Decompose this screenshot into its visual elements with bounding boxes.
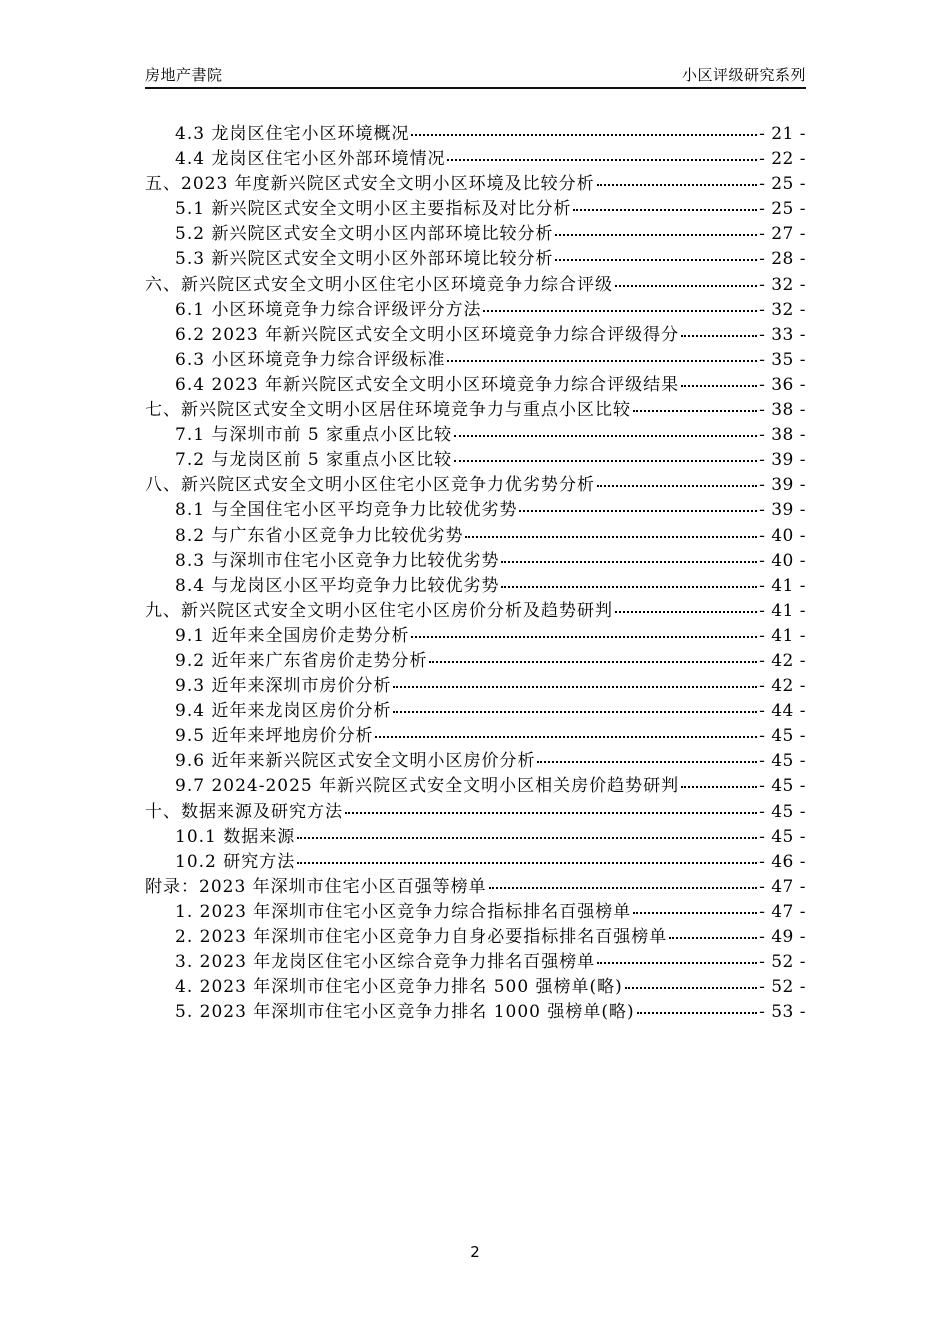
dot-leader: [669, 937, 757, 939]
toc-entry-label: 8.2 与广东省小区竞争力比较优劣势: [175, 525, 464, 546]
toc-entry-page: - 36 -: [759, 374, 806, 395]
toc-entry-label: 五、2023 年度新兴院区式安全文明小区环境及比较分析: [145, 174, 595, 195]
toc-entry[interactable]: [145, 897, 806, 922]
toc-entry[interactable]: [145, 395, 806, 420]
toc-entry-label: 7.1 与深圳市前 5 家重点小区比较: [175, 425, 453, 446]
dot-leader: [501, 586, 757, 588]
toc-entry-label: 3. 2023 年龙岗区住宅小区综合竞争力排名百强榜单: [175, 952, 596, 973]
header-rule: [145, 87, 806, 89]
toc-entry-page: - 27 -: [759, 224, 806, 245]
toc-entry[interactable]: [145, 244, 806, 269]
dot-leader: [489, 887, 757, 889]
toc-entry[interactable]: [145, 144, 806, 169]
toc-entry[interactable]: [145, 596, 806, 621]
toc-entry-label: 8.3 与深圳市住宅小区竞争力比较优劣势: [175, 550, 500, 571]
dot-leader: [393, 686, 757, 688]
toc-entry-page: - 39 -: [759, 500, 806, 521]
toc-entry[interactable]: [145, 270, 806, 295]
toc-entry-label: 9.6 近年来新兴院区式安全文明小区房价分析: [175, 751, 536, 772]
dot-leader: [411, 636, 757, 638]
toc-entry-label: 9.2 近年来广东省房价走势分析: [175, 650, 428, 671]
toc-entry-label: 6.1 小区环境竞争力综合评级评分方法: [175, 299, 482, 320]
toc-entry[interactable]: [145, 621, 806, 646]
dot-leader: [411, 134, 757, 136]
toc-entry-label: 5.3 新兴院区式安全文明小区外部环境比较分析: [175, 249, 554, 270]
toc-entry-label: 9.3 近年来深圳市房价分析: [175, 676, 392, 697]
toc-entry[interactable]: [145, 194, 806, 219]
toc-entry-label: 9.4 近年来龙岗区房价分析: [175, 701, 392, 722]
dot-leader: [597, 962, 757, 964]
toc-entry-page: - 45 -: [759, 726, 806, 747]
toc-entry[interactable]: [145, 320, 806, 345]
dot-leader: [465, 536, 757, 538]
toc-entry-label: 8.4 与龙岗区小区平均竞争力比较优劣势: [175, 575, 500, 596]
toc-entry[interactable]: [145, 671, 806, 696]
toc-entry-label: 6.3 小区环境竞争力综合评级标准: [175, 349, 446, 370]
toc-entry-label: 9.5 近年来坪地房价分析: [175, 726, 374, 747]
toc-entry[interactable]: [145, 169, 806, 194]
toc-entry[interactable]: [145, 721, 806, 746]
toc-entry[interactable]: [145, 370, 806, 395]
toc-entry[interactable]: [145, 571, 806, 596]
dot-leader: [681, 385, 757, 387]
running-header: [145, 67, 806, 89]
toc-entry[interactable]: [145, 771, 806, 796]
dot-leader: [429, 661, 757, 663]
toc-entry-label: 9.7 2024-2025 年新兴院区式安全文明小区相关房价趋势研判: [175, 776, 680, 797]
toc-entry[interactable]: [145, 119, 806, 144]
toc-entry-label: 7.2 与龙岗区前 5 家重点小区比较: [175, 450, 453, 471]
toc-entry[interactable]: [145, 495, 806, 520]
page-number: 2: [470, 1243, 480, 1261]
toc-entry-page: - 35 -: [759, 349, 806, 370]
table-of-contents: [145, 119, 806, 1022]
dot-leader: [454, 435, 757, 437]
toc-entry-page: - 38 -: [759, 400, 806, 421]
toc-entry-page: - 41 -: [759, 625, 806, 646]
toc-entry[interactable]: [145, 521, 806, 546]
dot-leader: [615, 611, 757, 613]
toc-entry-label: 10.1 数据来源: [175, 826, 296, 847]
toc-entry-page: - 40 -: [759, 525, 806, 546]
dot-leader: [625, 987, 757, 989]
toc-entry-page: - 39 -: [759, 450, 806, 471]
toc-entry-label: 八、新兴院区式安全文明小区住宅小区竞争力优劣势分析: [145, 475, 595, 496]
toc-entry-label: 六、新兴院区式安全文明小区住宅小区环境竞争力综合评级: [145, 274, 613, 295]
toc-entry-page: - 41 -: [759, 600, 806, 621]
dot-leader: [555, 259, 757, 261]
header-left-text: 房地产書院: [145, 67, 223, 84]
toc-entry[interactable]: [145, 445, 806, 470]
toc-entry-page: - 41 -: [759, 575, 806, 596]
toc-entry-label: 5.1 新兴院区式安全文明小区主要指标及对比分析: [175, 199, 572, 220]
dot-leader: [555, 234, 757, 236]
toc-entry-page: - 44 -: [759, 701, 806, 722]
toc-entry[interactable]: [145, 345, 806, 370]
toc-entry-label: 七、新兴院区式安全文明小区居住环境竞争力与重点小区比较: [145, 400, 631, 421]
toc-entry[interactable]: [145, 546, 806, 571]
toc-entry-page: - 47 -: [759, 901, 806, 922]
dot-leader: [447, 159, 757, 161]
toc-entry-page: - 28 -: [759, 249, 806, 270]
toc-entry[interactable]: [145, 972, 806, 997]
dot-leader: [447, 360, 757, 362]
toc-entry[interactable]: [145, 295, 806, 320]
toc-entry-page: - 45 -: [759, 776, 806, 797]
toc-entry-label: 1. 2023 年深圳市住宅小区竞争力综合指标排名百强榜单: [175, 901, 632, 922]
dot-leader: [637, 1012, 757, 1014]
toc-entry[interactable]: [145, 947, 806, 972]
dot-leader: [681, 786, 757, 788]
toc-entry-page: - 45 -: [759, 801, 806, 822]
dot-leader: [297, 862, 757, 864]
toc-entry-label: 附录：2023 年深圳市住宅小区百强等榜单: [145, 876, 487, 897]
dot-leader: [393, 711, 757, 713]
toc-entry[interactable]: [145, 997, 806, 1022]
toc-entry[interactable]: [145, 696, 806, 721]
toc-entry-page: - 53 -: [759, 1002, 806, 1023]
toc-entry-page: - 22 -: [759, 149, 806, 170]
toc-entry[interactable]: [145, 822, 806, 847]
toc-entry-page: - 47 -: [759, 876, 806, 897]
toc-entry-label: 6.4 2023 年新兴院区式安全文明小区环境竞争力综合评级结果: [175, 374, 680, 395]
toc-entry-page: - 38 -: [759, 425, 806, 446]
dot-leader: [375, 736, 757, 738]
toc-entry-label: 6.2 2023 年新兴院区式安全文明小区环境竞争力综合评级得分: [175, 324, 680, 345]
toc-entry-label: 5.2 新兴院区式安全文明小区内部环境比较分析: [175, 224, 554, 245]
dot-leader: [345, 812, 757, 814]
toc-entry[interactable]: [145, 872, 806, 897]
toc-entry-page: - 21 -: [759, 124, 806, 144]
toc-entry[interactable]: [145, 420, 806, 445]
toc-entry-page: - 52 -: [759, 977, 806, 998]
dot-leader: [519, 510, 757, 512]
dot-leader: [633, 410, 757, 412]
toc-entry-page: - 42 -: [759, 676, 806, 697]
dot-leader: [537, 761, 757, 763]
toc-entry-page: - 45 -: [759, 751, 806, 772]
toc-entry[interactable]: [145, 797, 806, 822]
toc-entry-page: - 25 -: [759, 174, 806, 195]
dot-leader: [597, 184, 757, 186]
toc-entry[interactable]: [145, 219, 806, 244]
toc-entry-label: 4.3 龙岗区住宅小区环境概况: [175, 124, 410, 144]
dot-leader: [454, 460, 757, 462]
dot-leader: [615, 285, 757, 287]
toc-entry-label: 九、新兴院区式安全文明小区住宅小区房价分析及趋势研判: [145, 600, 613, 621]
toc-entry[interactable]: [145, 470, 806, 495]
dot-leader: [633, 912, 757, 914]
toc-entry-label: 4. 2023 年深圳市住宅小区竞争力排名 500 强榜单(略): [175, 977, 623, 998]
toc-entry-page: - 42 -: [759, 650, 806, 671]
toc-entry-page: - 40 -: [759, 550, 806, 571]
toc-entry-label: 2. 2023 年深圳市住宅小区竞争力自身必要指标排名百强榜单: [175, 927, 668, 947]
header-right-text: 小区评级研究系列: [681, 67, 806, 84]
toc-entry-page: - 33 -: [759, 324, 806, 345]
dot-leader: [483, 310, 757, 312]
toc-entry-page: - 32 -: [759, 274, 806, 295]
dot-leader: [297, 837, 757, 839]
toc-entry-label: 9.1 近年来全国房价走势分析: [175, 625, 410, 646]
toc-entry-page: - 52 -: [759, 952, 806, 973]
dot-leader: [681, 335, 757, 337]
toc-entry-page: - 32 -: [759, 299, 806, 320]
dot-leader: [501, 561, 757, 563]
toc-entry-page: - 25 -: [759, 199, 806, 220]
page-footer: [0, 1243, 950, 1261]
toc-entry-label: 5. 2023 年深圳市住宅小区竞争力排名 1000 强榜单(略): [175, 1002, 635, 1023]
dot-leader: [597, 485, 757, 487]
toc-entry-label: 十、数据来源及研究方法: [145, 801, 343, 822]
toc-entry[interactable]: [145, 847, 806, 872]
toc-entry[interactable]: [145, 746, 806, 771]
dot-leader: [573, 209, 757, 211]
toc-entry-page: - 45 -: [759, 826, 806, 847]
toc-entry-label: 4.4 龙岗区住宅小区外部环境情况: [175, 149, 446, 170]
toc-entry-label: 10.2 研究方法: [175, 851, 296, 872]
toc-entry-page: - 46 -: [759, 851, 806, 872]
toc-entry[interactable]: [145, 646, 806, 671]
toc-entry[interactable]: [145, 922, 806, 947]
toc-entry-page: - 49 -: [759, 927, 806, 947]
toc-entry-label: 8.1 与全国住宅小区平均竞争力比较优劣势: [175, 500, 518, 521]
toc-entry-page: - 39 -: [759, 475, 806, 496]
